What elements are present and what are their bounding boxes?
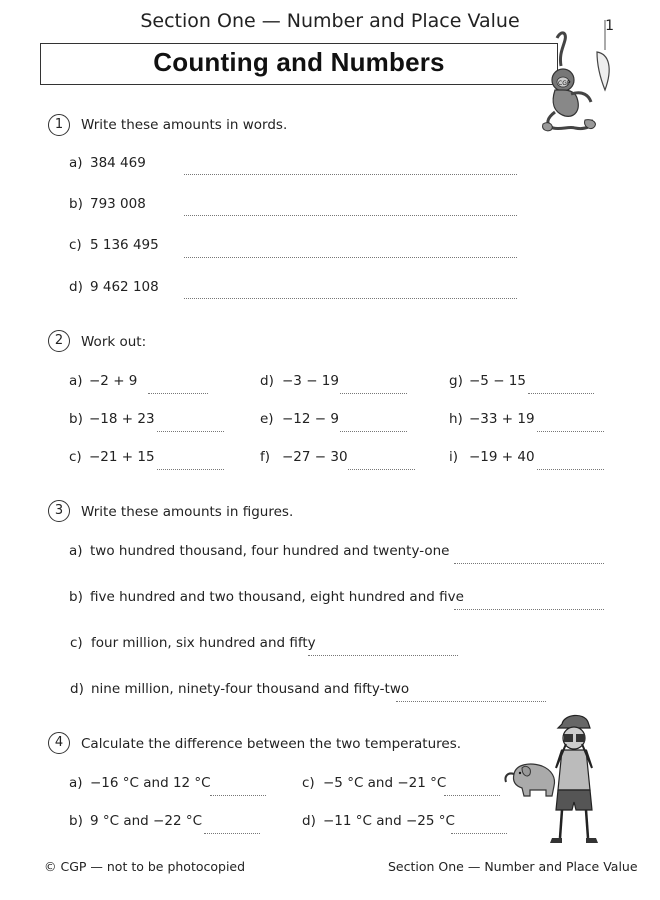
- question-number-3: 3: [48, 500, 70, 522]
- q2-item-label: c): [69, 449, 82, 465]
- explorer-elephant-illustration: [500, 710, 620, 850]
- q4-item-text: 9 °C and −22 °C: [90, 813, 202, 829]
- q2-item-expression: −2 + 9: [89, 373, 138, 389]
- answer-line[interactable]: [204, 832, 260, 834]
- q4-item-label: b): [69, 813, 83, 829]
- q1-item-value: 5 136 495: [90, 237, 159, 253]
- q1-item-label: d): [69, 279, 83, 295]
- q4-item-label: a): [69, 775, 83, 791]
- q2-item-expression: −5 − 15: [469, 373, 526, 389]
- q2-item-expression: −3 − 19: [282, 373, 339, 389]
- q2-item-expression: −19 + 40: [469, 449, 535, 465]
- answer-line[interactable]: [396, 700, 546, 702]
- answer-line[interactable]: [148, 392, 208, 394]
- answer-line[interactable]: [528, 392, 594, 394]
- q4-item-text: −5 °C and −21 °C: [323, 775, 447, 791]
- answer-line[interactable]: [537, 468, 604, 470]
- question-number-1: 1: [48, 114, 70, 136]
- answer-line[interactable]: [454, 562, 604, 564]
- q2-item-expression: −21 + 15: [89, 449, 155, 465]
- question-3-instruction: Write these amounts in figures.: [81, 504, 294, 520]
- q4-item-label: c): [302, 775, 315, 791]
- answer-line[interactable]: [184, 173, 517, 175]
- q3-item-label: b): [69, 589, 83, 605]
- q3-item-label: c): [70, 635, 83, 651]
- q4-item-label: d): [302, 813, 316, 829]
- svg-text:CGP: CGP: [558, 80, 571, 87]
- answer-line[interactable]: [451, 832, 507, 834]
- monkey-illustration: [525, 20, 615, 135]
- answer-line[interactable]: [157, 430, 224, 432]
- q3-item-text: five hundred and two thousand, eight hundred and five: [90, 589, 464, 605]
- q3-item-text: four million, six hundred and fifty: [91, 635, 316, 651]
- answer-line[interactable]: [537, 430, 604, 432]
- question-number-4: 4: [48, 732, 70, 754]
- answer-line[interactable]: [210, 794, 266, 796]
- q1-item-value: 9 462 108: [90, 279, 159, 295]
- q2-item-label: g): [449, 373, 463, 389]
- q3-item-label: d): [70, 681, 84, 697]
- answer-line[interactable]: [184, 256, 517, 258]
- q2-item-expression: −27 − 30: [282, 449, 348, 465]
- q1-item-value: 384 469: [90, 155, 146, 171]
- answer-line[interactable]: [184, 297, 517, 299]
- q1-item-label: b): [69, 196, 83, 212]
- footer-section: Section One — Number and Place Value: [388, 859, 638, 874]
- q2-item-expression: −33 + 19: [469, 411, 535, 427]
- q3-item-label: a): [69, 543, 83, 559]
- q2-item-label: a): [69, 373, 83, 389]
- answer-line[interactable]: [340, 430, 407, 432]
- q2-item-label: h): [449, 411, 463, 427]
- q2-item-label: b): [69, 411, 83, 427]
- question-2-instruction: Work out:: [81, 334, 147, 350]
- answer-line[interactable]: [308, 654, 458, 656]
- q2-item-label: f): [260, 449, 271, 465]
- q3-item-text: nine million, ninety-four thousand and fifty-two: [91, 681, 410, 697]
- footer-copyright: © CGP — not to be photocopied: [44, 859, 246, 874]
- question-number-2: 2: [48, 330, 70, 352]
- q2-item-expression: −18 + 23: [89, 411, 155, 427]
- answer-line[interactable]: [184, 214, 517, 216]
- q2-item-label: e): [260, 411, 274, 427]
- answer-line[interactable]: [454, 608, 604, 610]
- q2-item-expression: −12 − 9: [282, 411, 339, 427]
- page-title: Counting and Numbers: [153, 47, 445, 77]
- q1-item-label: c): [69, 237, 82, 253]
- q3-item-text: two hundred thousand, four hundred and twenty-one: [90, 543, 450, 559]
- section-header: Section One — Number and Place Value: [140, 10, 520, 32]
- answer-line[interactable]: [157, 468, 224, 470]
- answer-line[interactable]: [444, 794, 500, 796]
- page-number: 1: [605, 18, 614, 34]
- q4-item-text: −16 °C and 12 °C: [90, 775, 211, 791]
- answer-line[interactable]: [348, 468, 415, 470]
- q2-item-label: i): [449, 449, 459, 465]
- q1-item-value: 793 008: [90, 196, 146, 212]
- question-1-instruction: Write these amounts in words.: [81, 117, 288, 133]
- q2-item-label: d): [260, 373, 274, 389]
- q4-item-text: −11 °C and −25 °C: [323, 813, 455, 829]
- q1-item-label: a): [69, 155, 83, 171]
- answer-line[interactable]: [340, 392, 407, 394]
- question-4-instruction: Calculate the difference between the two temperatures.: [81, 736, 462, 752]
